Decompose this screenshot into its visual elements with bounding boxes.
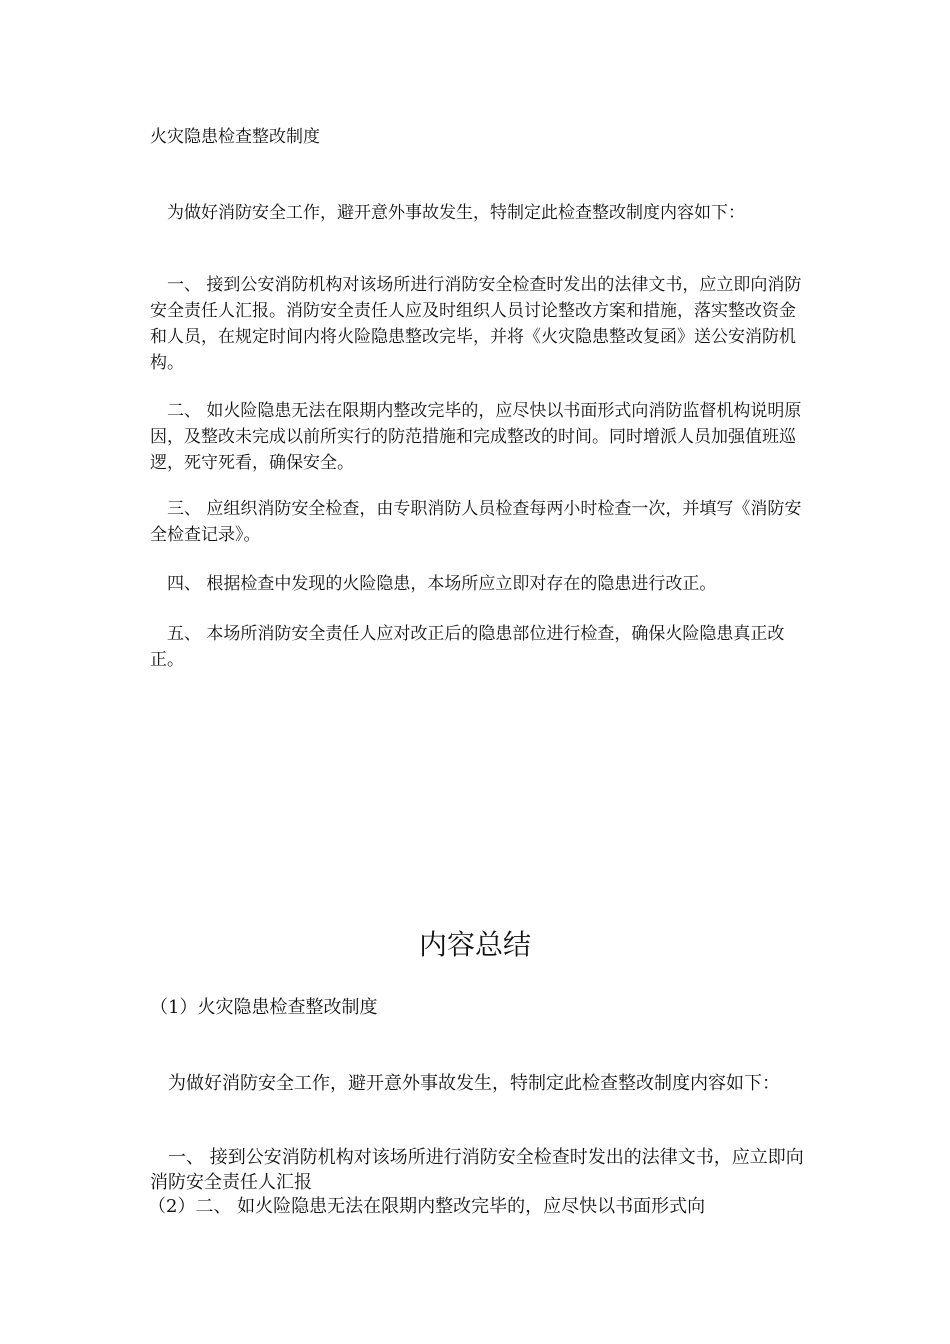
item-3-paragraph: 三、 应组织消防安全检查，由专职消防人员检查每两小时检查一次，并填写《消防安全检查记录》。 xyxy=(150,499,802,545)
summary-heading: 内容总结 xyxy=(418,928,531,961)
document-title: 火灾隐患检查整改制度 xyxy=(150,127,320,147)
summary-line-1: （1）火灾隐患检查整改制度 xyxy=(150,997,378,1018)
intro-paragraph: 为做好消防安全工作，避开意外事故发生，特制定此检查整改制度内容如下： xyxy=(150,203,745,223)
summary-line-2: 为做好消防安全工作，避开意外事故发生，特制定此检查整改制度内容如下： xyxy=(150,1073,780,1094)
summary-line-3: 一、 接到公安消防机构对该场所进行消防安全检查时发出的法律文书，应立即向消防安全责任人汇报 xyxy=(150,1147,804,1193)
item-4-paragraph: 四、 根据检查中发现的火险隐患，本场所应立即对存在的隐患进行改正。 xyxy=(150,574,717,594)
item-1-paragraph: 一、 接到公安消防机构对该场所进行消防安全检查时发出的法律文书，应立即向消防安全责任人汇报。消防安全责任人应及时组织人员讨论整改方案和措施，落实整改资金和人员，在规定时间内将火险隐患整改完毕，并将《火灾隐患整改复函》送公安消防机构。 xyxy=(150,275,802,373)
summary-line-4: （2）二、 如火险隐患无法在限期内整改完毕的，应尽快以书面形式向 xyxy=(148,1196,706,1217)
item-5-paragraph: 五、 本场所消防安全责任人应对改正后的隐患部位进行检查，确保火险隐患真正改正。 xyxy=(150,624,785,670)
item-2-paragraph: 二、 如火险隐患无法在限期内整改完毕的，应尽快以书面形式向消防监督机构说明原因，及整改未完成以前所实行的防范措施和完成整改的时间。同时增派人员加强值班巡逻，死守死看，确保安全。 xyxy=(150,401,802,473)
